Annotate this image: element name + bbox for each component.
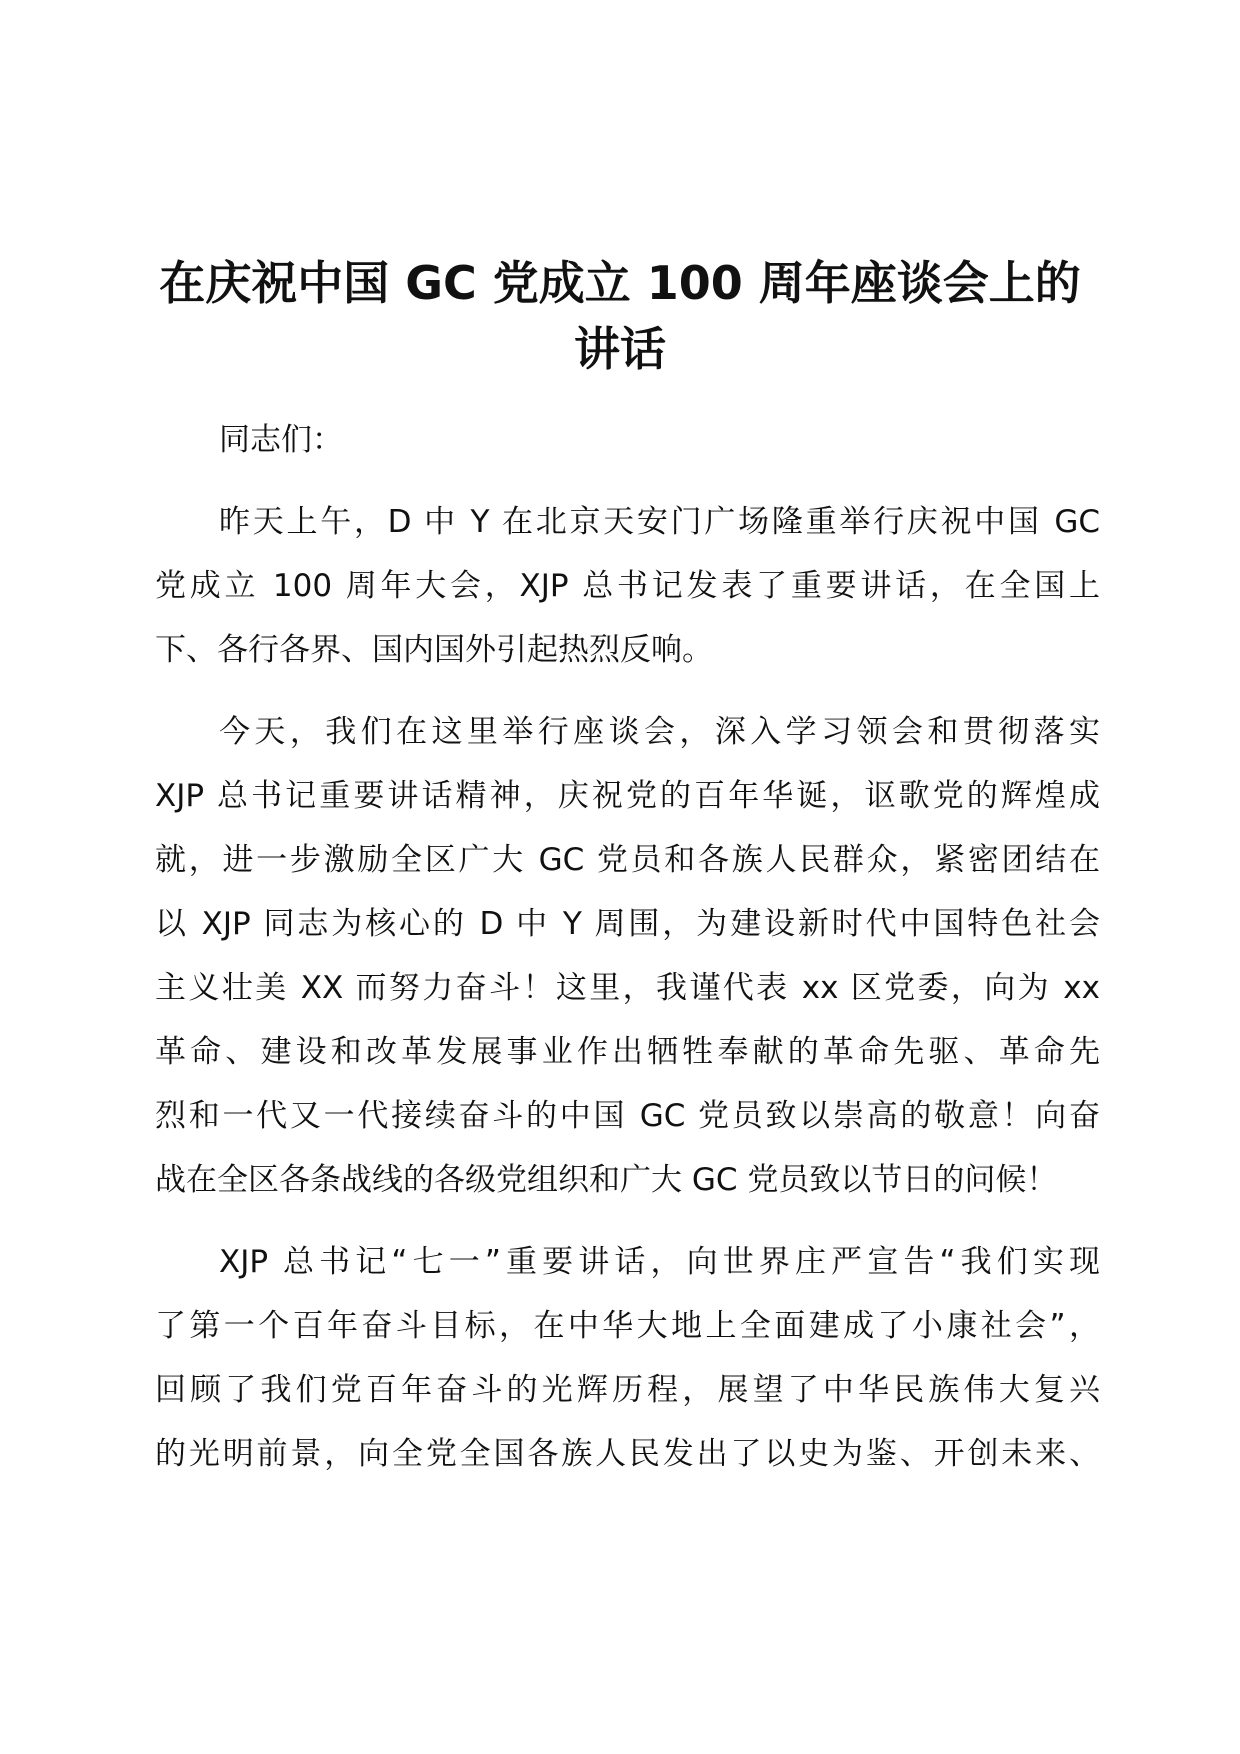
paragraph-line: XJP 总书记“七一”重要讲话，向世界庄严宣告“我们实现 <box>219 1244 1100 1280</box>
paragraph-line: 的光明前景，向全党全国各族人民发出了以史为鉴、开创未来、 <box>155 1436 1100 1472</box>
paragraph-line: 以 XJP 同志为核心的 D 中 Y 周围，为建设新时代中国特色社会 <box>155 906 1100 942</box>
paragraph-line: 下、各行各界、国内国外引起热烈反响。 <box>155 632 713 668</box>
paragraph-line: 了第一个百年奋斗目标，在中华大地上全面建成了小康社会”， <box>155 1308 1100 1344</box>
document-title <box>150 250 1090 382</box>
title-line-1: 在庆祝中国 GC 党成立 100 周年座谈会上的 <box>159 256 1081 310</box>
paragraph-line: 主义壮美 XX 而努力奋斗！这里，我谨代表 xx 区党委，向为 xx <box>155 970 1100 1006</box>
paragraph-line: 烈和一代又一代接续奋斗的中国 GC 党员致以崇高的敬意！向奋 <box>155 1098 1100 1134</box>
paragraph-line: 革命、建设和改革发展事业作出牺牲奉献的革命先驱、革命先 <box>155 1034 1100 1070</box>
salutation: 同志们： <box>219 422 343 458</box>
paragraph-line: 回顾了我们党百年奋斗的光辉历程，展望了中华民族伟大复兴 <box>155 1372 1100 1408</box>
document-body <box>155 408 1100 1486</box>
paragraph-1 <box>155 490 1100 682</box>
paragraph-2 <box>155 700 1100 1212</box>
paragraph-3 <box>155 1230 1100 1486</box>
paragraph-line: 昨天上午，D 中 Y 在北京天安门广场隆重举行庆祝中国 GC <box>219 504 1100 540</box>
paragraph-line: 今天，我们在这里举行座谈会，深入学习领会和贯彻落实 <box>219 714 1100 750</box>
paragraph-line: XJP 总书记重要讲话精神，庆祝党的百年华诞，讴歌党的辉煌成 <box>155 778 1100 814</box>
paragraph-line: 战在全区各条战线的各级党组织和广大 GC 党员致以节日的问候！ <box>155 1162 1058 1198</box>
title-line-2: 讲话 <box>574 322 666 376</box>
paragraph-line: 党成立 100 周年大会，XJP 总书记发表了重要讲话，在全国上 <box>155 568 1100 604</box>
paragraph-line: 就，进一步激励全区广大 GC 党员和各族人民群众，紧密团结在 <box>155 842 1100 878</box>
